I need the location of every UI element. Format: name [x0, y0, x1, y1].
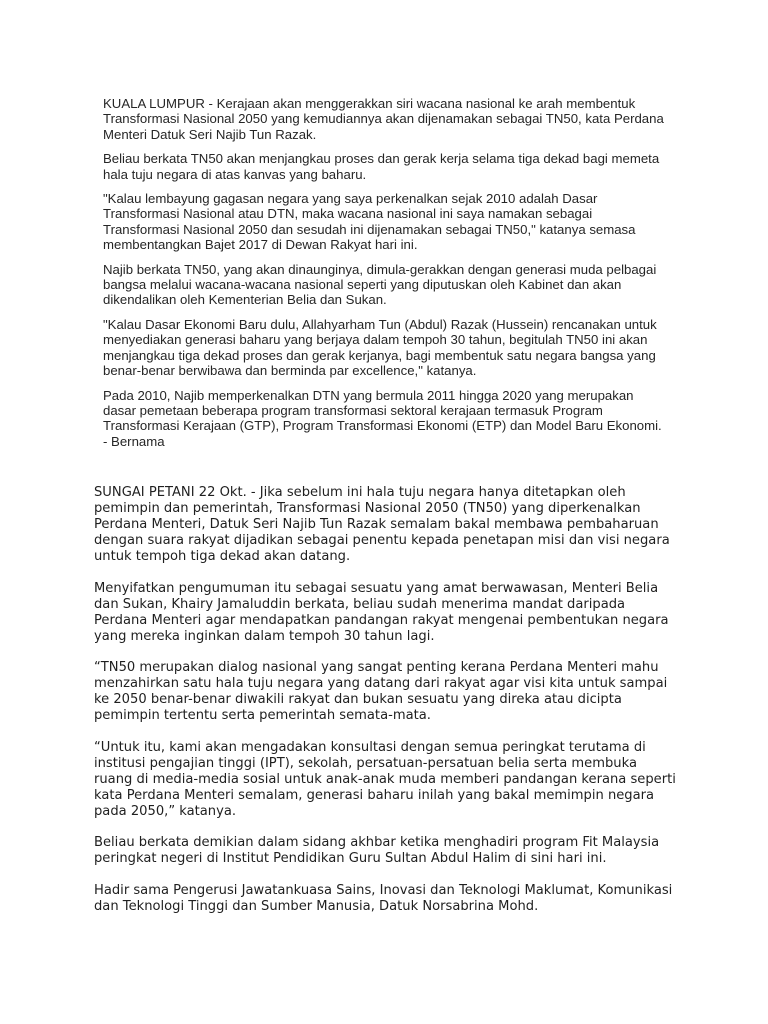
bernama-article — [103, 96, 669, 458]
sungai-petani-article — [94, 485, 678, 930]
article-paragraph: “TN50 merupakan dialog nasional yang sangat penting kerana Perdana Menteri mahu menzahirkan satu hala tuju negara yang datang dari rakyat agar visi kita untuk sampai ke 2050 benar-benar diwakili rakyat dan bukan sesuatu yang direka atau dicipta pemimpin tertentu serta pemerintah semata-mata. — [94, 660, 668, 723]
article-paragraph: KUALA LUMPUR - Kerajaan akan menggerakkan siri wacana nasional ke arah membentuk Transformasi Nasional 2050 yang kemudiannya akan dijenamakan sebagai TN50, kata Perdana Menteri Datuk Seri Najib Tun Razak. — [103, 96, 664, 142]
article-paragraph: Pada 2010, Najib memperkenalkan DTN yang bermula 2011 hingga 2020 yang merupakan dasar pemetaan beberapa program transformasi sektoral kerajaan termasuk Program Transformasi Kerajaan (GTP), Program Transformasi Ekonomi (ETP) dan Model Baru Ekonomi. - Bernama — [103, 387, 662, 449]
article-paragraph: “Untuk itu, kami akan mengadakan konsultasi dengan semua peringkat terutama di institusi pengajian tinggi (IPT), sekolah, persatuan-persatuan belia serta membuka ruang di media-media sosial untuk anak-anak muda memberi pandangan kerana seperti kata Perdana Menteri semalam, generasi baharu inilah yang bakal memimpin negara pada 2050,” katanya. — [94, 739, 676, 819]
article-paragraph: Beliau berkata TN50 akan menjangkau proses dan gerak kerja selama tiga dekad bagi memeta hala tuju negara di atas kanvas yang baharu. — [103, 151, 660, 182]
article-paragraph: Beliau berkata demikian dalam sidang akhbar ketika menghadiri program Fit Malaysia peringkat negeri di Institut Pendidikan Guru Sultan Abdul Halim di sini hari ini. — [94, 835, 660, 866]
article-paragraph: "Kalau Dasar Ekonomi Baru dulu, Allahyarham Tun (Abdul) Razak (Hussein) rencanakan untuk menyediakan generasi baharu yang berjaya dalam tempoh 30 tahun, begitulah TN50 ini akan menjangkau tiga dekad proses dan gerak kerjanya, bagi membentuk satu negara bangsa yang benar-benar berwibawa dan berminda par excellence," katanya. — [103, 316, 657, 379]
article-paragraph: Najib berkata TN50, yang akan dinaunginya, dimula-gerakkan dengan generasi muda pelbagai bangsa melalui wacana-wacana nasional seperti yang diputuskan oleh Kabinet dan akan dikendalikan oleh Kementerian Belia dan Sukan. — [103, 261, 657, 308]
article-paragraph: Menyifatkan pengumuman itu sebagai sesuatu yang amat berwawasan, Menteri Belia dan Sukan, Khairy Jamaluddin berkata, beliau sudah menerima mandat daripada Perdana Menteri agar mendapatkan pandangan rakyat mengenai pembentukan negara yang mereka inginkan dalam tempoh 30 tahun lagi. — [94, 580, 669, 644]
article-paragraph: Hadir sama Pengerusi Jawatankuasa Sains, Inovasi dan Teknologi Maklumat, Komunikasi dan Teknologi Tinggi dan Sumber Manusia, Datuk Norsabrina Mohd. — [94, 882, 673, 914]
article-paragraph: "Kalau lembayung gagasan negara yang saya perkenalkan sejak 2010 adalah Dasar Transformasi Nasional atau DTN, maka wacana nasional ini saya namakan sebagai Transformasi Nasional 2050 dan sesudah ini dijenamakan sebagai TN50," katanya semasa membentangkan Bajet 2017 di Dewan Rakyat hari ini. — [103, 191, 636, 253]
article-paragraph: SUNGAI PETANI 22 Okt. - Jika sebelum ini hala tuju negara hanya ditetapkan oleh pemimpin dan pemerintah, Transformasi Nasional 2050 (TN50) yang diperkenalkan Perdana Menteri, Datuk Seri Najib Tun Razak semalam bakal membawa pembaharuan dengan suara rakyat dijadikan sebagai penentu kepada penetapan misi dan visi negara untuk tempoh tiga dekad akan datang. — [94, 485, 670, 564]
